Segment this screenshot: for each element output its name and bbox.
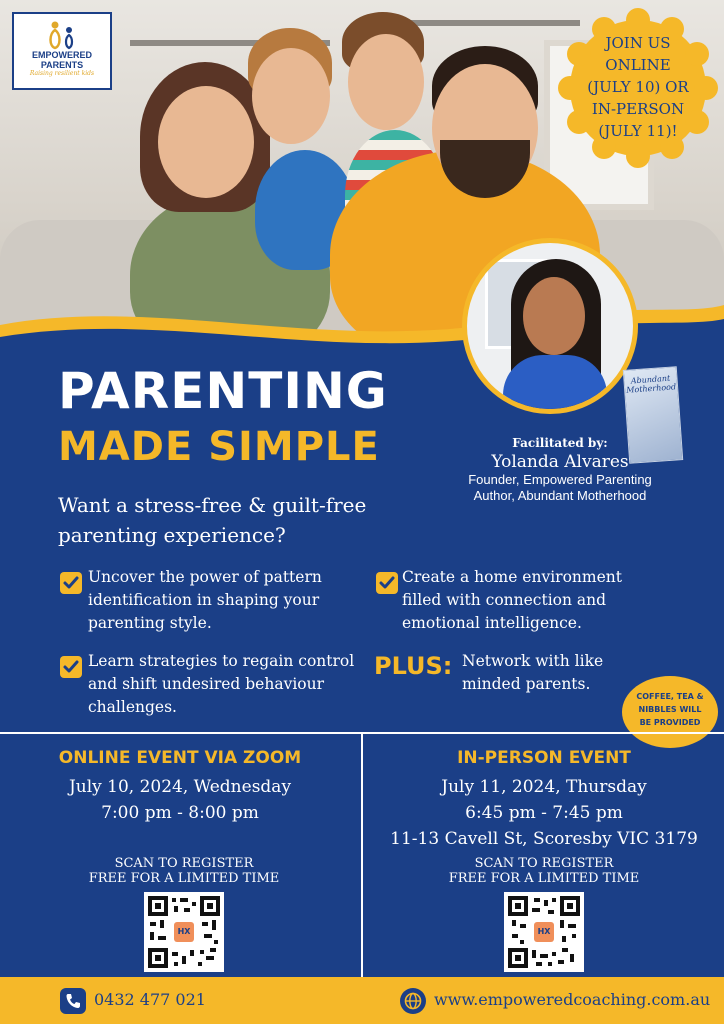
facilitator-label: Facilitated by: <box>512 436 608 450</box>
checkmark-icon <box>60 656 82 678</box>
mother-face <box>158 86 254 198</box>
online-event <box>0 748 360 826</box>
join-us-badge <box>558 8 718 168</box>
bullet-pattern-identification: Uncover the power of pattern identification in shaping your parenting style. <box>88 568 322 632</box>
headline-line1: PARENTING <box>58 362 388 420</box>
plus-label: PLUS: <box>374 652 453 680</box>
inperson-qr-code[interactable] <box>504 892 584 972</box>
coffee-line: BE PROVIDED <box>639 718 701 727</box>
background-shelf <box>400 20 580 26</box>
online-qr-code[interactable] <box>144 892 224 972</box>
coffee-badge <box>622 676 718 748</box>
parents-logo-icon <box>45 20 79 50</box>
badge-line: IN-PERSON <box>591 100 685 118</box>
book-title: Abundant Motherhood <box>625 373 677 395</box>
bullet-regain-control: Learn strategies to regain control and shift undesired behaviour challenges. <box>88 652 355 716</box>
badge-line: JOIN US <box>605 34 671 52</box>
scan-line: SCAN TO REGISTER <box>114 856 254 871</box>
online-event-time: 7:00 pm - 8:00 pm <box>101 803 259 823</box>
facilitator-photo <box>462 238 638 414</box>
footer-phone[interactable]: 0432 477 021 <box>94 990 206 1009</box>
bullet-network: Network with like minded parents. <box>462 652 604 693</box>
globe-icon <box>400 988 426 1014</box>
online-event-title: ONLINE EVENT VIA ZOOM <box>58 748 302 768</box>
bullet-home-environment: Create a home environment filled with connection and emotional intelligence. <box>402 568 622 632</box>
scan-line: FREE FOR A LIMITED TIME <box>88 871 280 886</box>
badge-line: (JULY 11)! <box>598 122 678 140</box>
facilitator-name: Yolanda Alvares <box>491 452 629 472</box>
boy-left-face <box>252 48 330 144</box>
badge-line: (JULY 10) OR <box>587 78 689 96</box>
qr-center-logo: HX <box>534 922 554 942</box>
scan-line: FREE FOR A LIMITED TIME <box>448 871 640 886</box>
facilitator-info <box>420 436 700 504</box>
checkmark-icon <box>376 572 398 594</box>
logo-name-line2: PARENTS <box>40 60 84 70</box>
scan-line: SCAN TO REGISTER <box>474 856 614 871</box>
checkmark-icon <box>60 572 82 594</box>
online-event-date: July 10, 2024, Wednesday <box>68 777 292 797</box>
badge-line: ONLINE <box>605 56 671 74</box>
inperson-event-address: 11-13 Cavell St, Scoresby VIC 3179 <box>390 829 698 849</box>
online-scan-text <box>4 856 364 886</box>
badge-text <box>576 32 700 142</box>
intro-question: Want a stress-free & guilt-free parenting experience? <box>58 493 367 547</box>
footer-website[interactable]: www.empoweredcoaching.com.au <box>434 990 711 1009</box>
facilitator-role-2: Author, Abundant Motherhood <box>473 488 647 503</box>
logo-tagline: Raising resilient kids <box>29 70 95 77</box>
inperson-event-time: 6:45 pm - 7:45 pm <box>465 803 623 823</box>
event-divider-vertical <box>361 732 363 977</box>
qr-center-logo: HX <box>174 922 194 942</box>
brand-logo <box>12 12 112 90</box>
inperson-scan-text <box>364 856 724 886</box>
headline-line2: MADE SIMPLE <box>58 424 380 470</box>
facilitator-role-1: Founder, Empowered Parenting <box>468 472 652 487</box>
coffee-line: NIBBLES WILL <box>638 705 702 714</box>
footer-bar <box>0 977 724 1024</box>
boy-right-face <box>348 34 424 130</box>
inperson-event-title: IN-PERSON EVENT <box>457 748 631 768</box>
phone-icon <box>60 988 86 1014</box>
logo-name-line1: EMPOWERED <box>31 50 92 60</box>
inperson-event-date: July 11, 2024, Thursday <box>441 777 647 797</box>
facilitator-face <box>523 277 585 355</box>
coffee-line: COFFEE, TEA & <box>636 692 704 701</box>
facilitator-top <box>503 355 607 414</box>
inperson-event <box>364 748 724 852</box>
